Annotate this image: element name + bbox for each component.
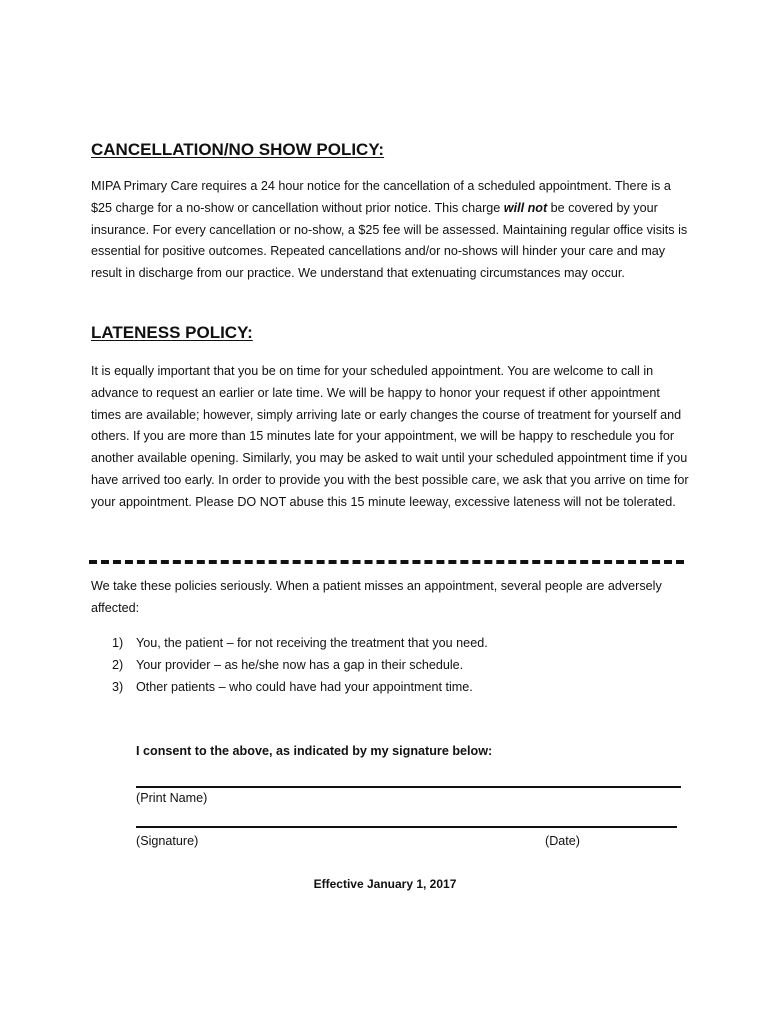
list-item-number: 2) (112, 658, 124, 672)
list-item-number: 3) (112, 680, 124, 694)
cancellation-text-before: MIPA Primary Care requires a 24 hour notice for the cancellation of a scheduled appointment. There is a $25 charge for a no-show or cancellation without prior notice. This charge (91, 179, 671, 215)
list-item (112, 632, 488, 654)
list-item-text: Your provider – as he/she now has a gap in their schedule. (136, 658, 464, 672)
lateness-heading: LATENESS POLICY: (91, 323, 253, 342)
list-item (112, 676, 488, 698)
cancellation-text-after: be covered by your insurance. For every cancellation or no-show, a $25 fee will be assessed. Maintaining regular office visits is essential for positive outcomes. Repeated cancellations and/or no-shows will hinder your care and may result in discharge from our practice. We understand that extenuating circumstances may occur. (91, 200, 688, 281)
cancellation-heading: CANCELLATION/NO SHOW POLICY: (91, 140, 385, 159)
date-label: (Date) (545, 834, 580, 848)
print-name-line[interactable] (136, 786, 681, 788)
consent-statement: I consent to the above, as indicated by my signature below: (136, 744, 493, 758)
seriousness-paragraph: We take these policies seriously. When a patient misses an appointment, several people are adversely affected: (91, 579, 662, 615)
signature-line[interactable] (136, 826, 677, 828)
list-item-text: Other patients – who could have had your appointment time. (136, 680, 473, 694)
cancellation-emphasis: will not (503, 200, 548, 215)
affected-list (112, 632, 488, 698)
list-item-text: You, the patient – for not receiving the treatment that you need. (136, 636, 488, 650)
dashed-divider (89, 560, 684, 564)
cancellation-paragraph (91, 176, 691, 285)
list-item-number: 1) (112, 636, 124, 650)
effective-date: Effective January 1, 2017 (313, 877, 457, 891)
print-name-label: (Print Name) (136, 791, 208, 805)
signature-label: (Signature) (136, 834, 199, 848)
lateness-paragraph: It is equally important that you be on time for your scheduled appointment. You are welcome to call in advance to request an earlier or late time. We will be happy to honor your request if other appointment times are available; however, simply arriving late or early changes the course of treatment for yourself and others. If you are more than 15 minutes late for your appointment, we will be happy to reschedule you for another available opening. Similarly, you may be asked to wait until your scheduled appointment time if you have arrived too early. In order to provide you with the best possible care, we ask that you arrive on time for your appointment. Please DO NOT abuse this 15 minute leeway, excessive lateness will not be tolerated. (91, 364, 689, 509)
list-item (112, 654, 488, 676)
